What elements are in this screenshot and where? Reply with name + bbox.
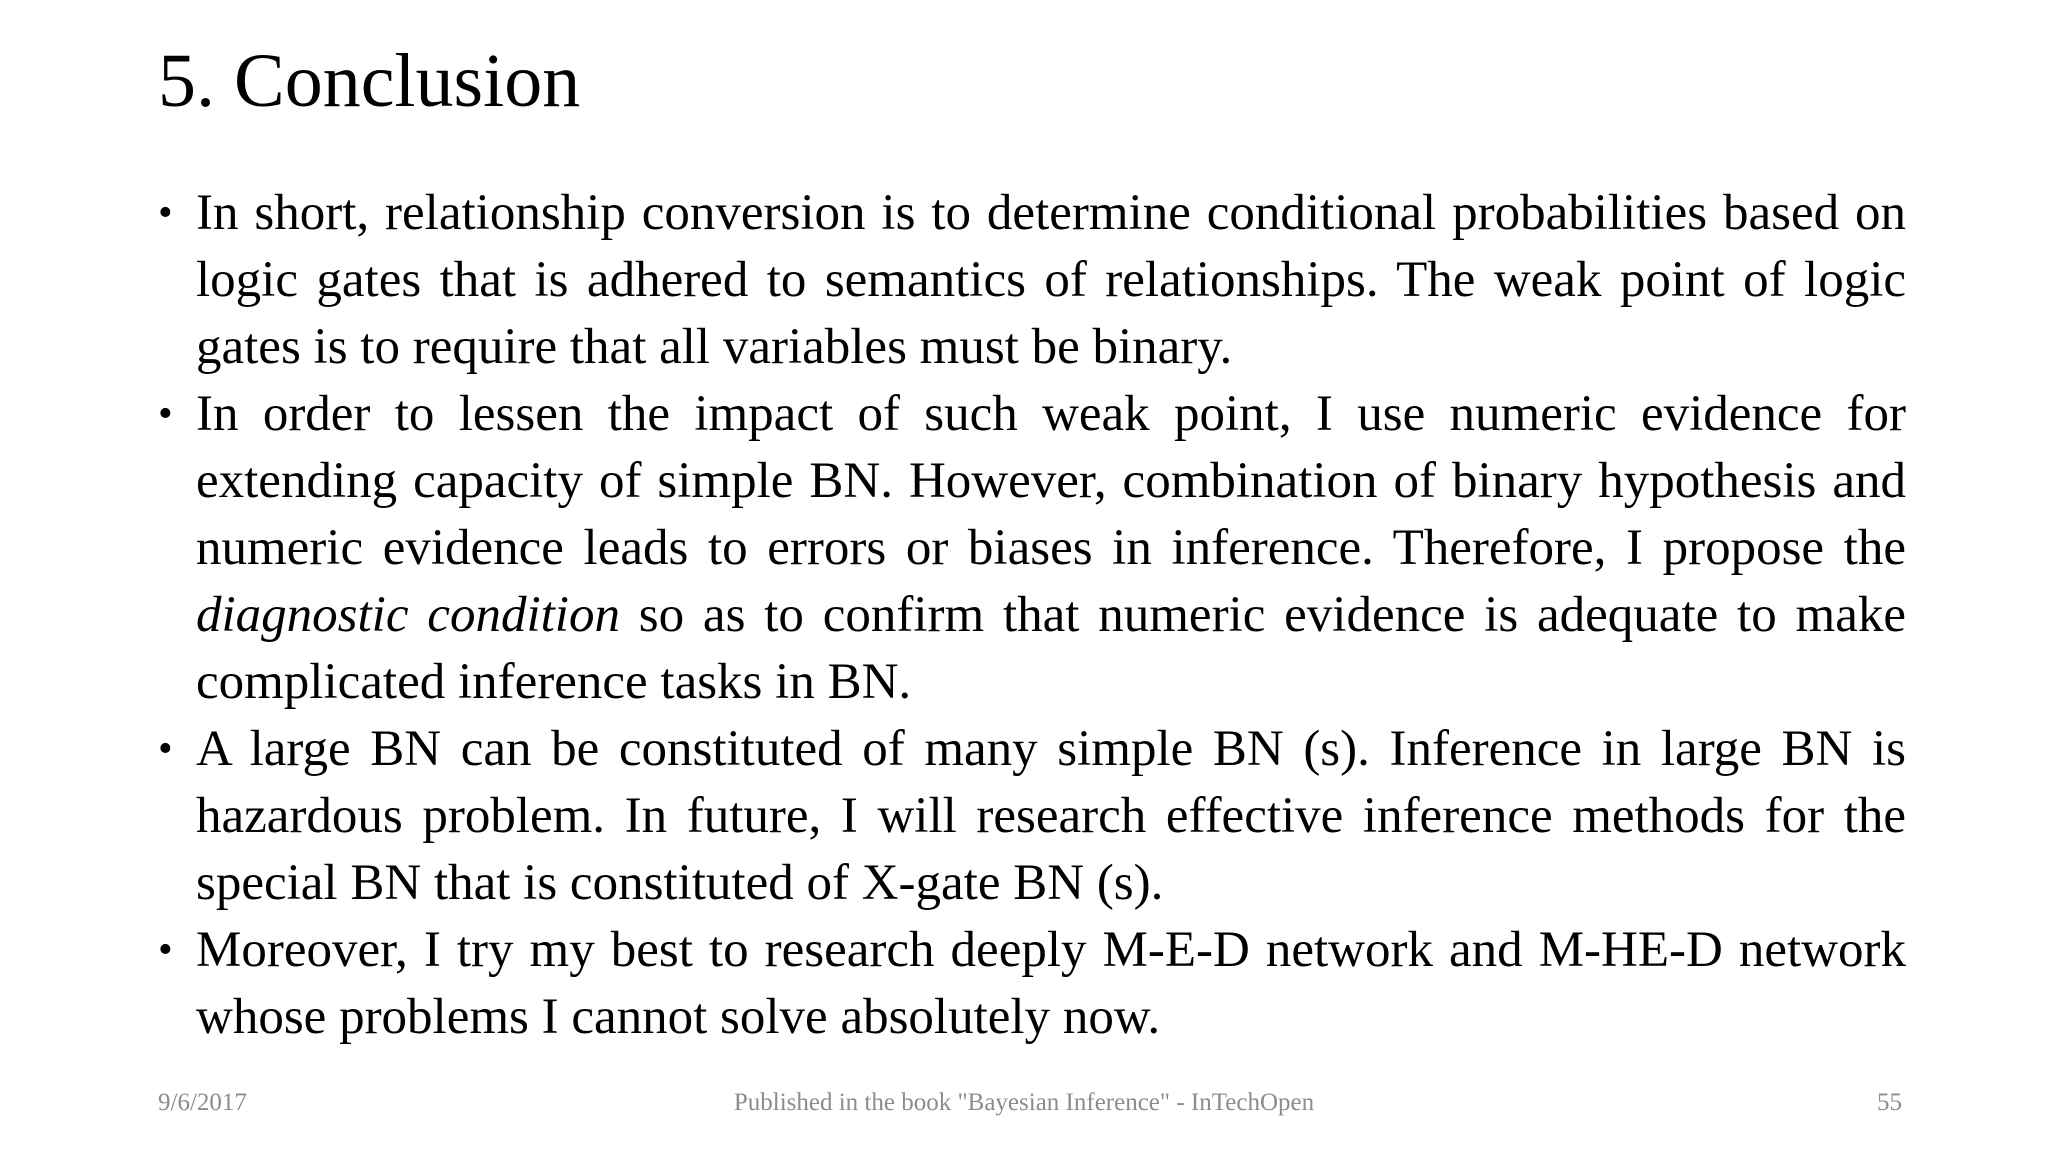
bullet-item <box>158 917 1906 1051</box>
emphasis-term: diagnostic condition <box>196 587 620 643</box>
footer-source: Published in the book "Bayesian Inference" - InTechOpen <box>733 1089 1315 1116</box>
bullet-item <box>158 381 1906 716</box>
bullet-text: A large BN can be constituted of many simple BN (s). Inference in large BN is hazardous problem. In future, I will research effective inference methods for the special BN that is constituted of X-gate BN (s). <box>196 721 1906 911</box>
bullet-item <box>158 716 1906 917</box>
bullet-text: In short, relationship conversion is to determine conditional probabilities based on logic gates that is adhered to semantics of relationships. The weak point of logic gates is to require that all variables must be binary. <box>196 185 1906 375</box>
bullet-text: Moreover, I try my best to research deeply M-E-D network and M-HE-D network whose problems I cannot solve absolutely now. <box>196 922 1906 1045</box>
bullet-marker: • <box>158 391 173 437</box>
bullet-marker: • <box>158 726 173 772</box>
footer-date: 9/6/2017 <box>158 1089 247 1116</box>
slide-title: 5. Conclusion <box>158 39 581 123</box>
bullet-text: so as to confirm that numeric evidence is adequate to make complicated inference tasks in BN. <box>196 587 1906 710</box>
bullet-marker: • <box>158 190 173 236</box>
bullet-item <box>158 180 1906 381</box>
bullet-marker: • <box>158 927 173 973</box>
bullet-list <box>158 180 1906 1051</box>
bullet-text: In order to lessen the impact of such weak point, I use numeric evidence for extending capacity of simple BN. However, combination of binary hypothesis and numeric evidence leads to errors or biases in inference. Therefore, I propose the <box>196 386 1906 576</box>
footer-page-number: 55 <box>1877 1089 1902 1116</box>
